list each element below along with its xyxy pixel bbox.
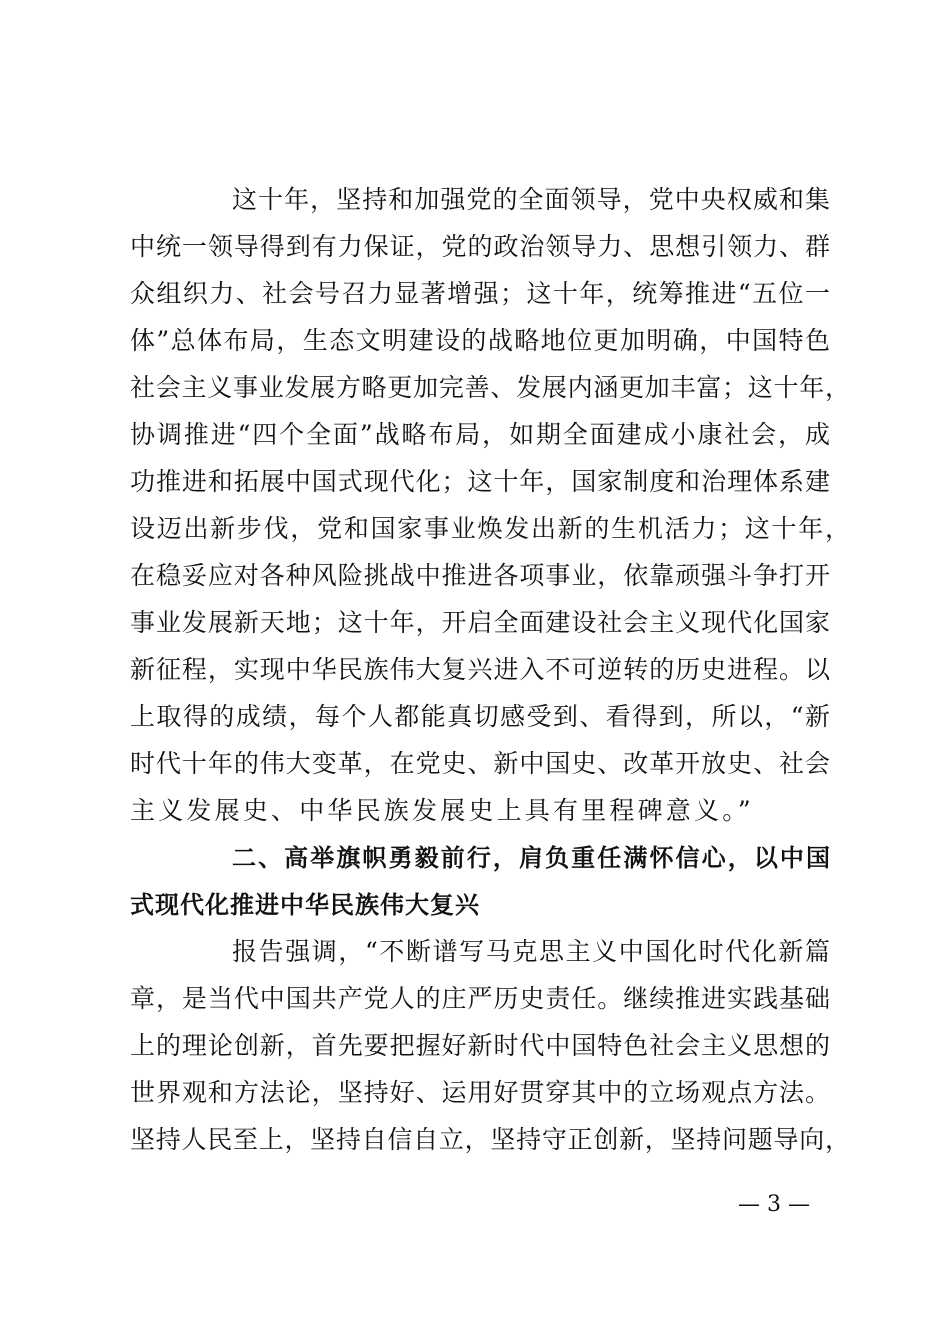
paragraph-1-line-2: 中统一领导得到有力保证，党的政治领导力、思想引领力、群	[130, 232, 830, 261]
paragraph-1-line-5: 社会主义事业发展方略更加完善、发展内涵更加丰富；这十年，	[130, 373, 850, 402]
paragraph-2-line-1: 报告强调，“不断谱写马克思主义中国化时代化新篇	[232, 937, 830, 966]
paragraph-1-line-3: 众组织力、社会号召力显著增强；这十年，统筹推进“五位一	[130, 279, 830, 308]
page-number: — 3 —	[738, 1192, 810, 1217]
paragraph-2-line-3: 上的理论创新，首先要把握好新时代中国特色社会主义思想的	[130, 1031, 830, 1060]
paragraph-1-line-7: 功推进和拓展中国式现代化；这十年，国家制度和治理体系建	[130, 467, 830, 496]
paragraph-2-line-4: 世界观和方法论，坚持好、运用好贯穿其中的立场观点方法。	[130, 1078, 830, 1107]
paragraph-1-line-12: 上取得的成绩，每个人都能真切感受到、看得到，所以，“新	[130, 702, 830, 731]
paragraph-2-line-5: 坚持人民至上，坚持自信自立，坚持守正创新，坚持问题导向，	[130, 1125, 850, 1154]
paragraph-1-line-11: 新征程，实现中华民族伟大复兴进入不可逆转的历史进程。以	[130, 655, 830, 684]
paragraph-1-line-14: 主义发展史、中华民族发展史上具有里程碑意义。”	[130, 796, 754, 825]
paragraph-1-line-10: 事业发展新天地；这十年，开启全面建设社会主义现代化国家	[130, 608, 830, 637]
paragraph-1-line-4: 体”总体布局，生态文明建设的战略地位更加明确，中国特色	[130, 326, 830, 355]
paragraph-1-line-1: 这十年，坚持和加强党的全面领导，党中央权威和集	[232, 185, 830, 214]
paragraph-2-line-2: 章，是当代中国共产党人的庄严历史责任。继续推进实践基础	[130, 984, 830, 1013]
paragraph-1-line-9: 在稳妥应对各种风险挑战中推进各项事业，依靠顽强斗争打开	[130, 561, 830, 590]
paragraph-1-line-13: 时代十年的伟大变革，在党史、新中国史、改革开放史、社会	[130, 749, 830, 778]
paragraph-1-line-6: 协调推进“四个全面”战略布局，如期全面建成小康社会，成	[130, 420, 830, 449]
paragraph-1-line-8: 设迈出新步伐，党和国家事业焕发出新的生机活力；这十年，	[130, 514, 850, 543]
section-heading-line-2: 式现代化推进中华民族伟大复兴	[130, 891, 480, 919]
section-heading-line-1: 二、高举旗帜勇毅前行，肩负重任满怀信心，以中国	[232, 844, 830, 872]
